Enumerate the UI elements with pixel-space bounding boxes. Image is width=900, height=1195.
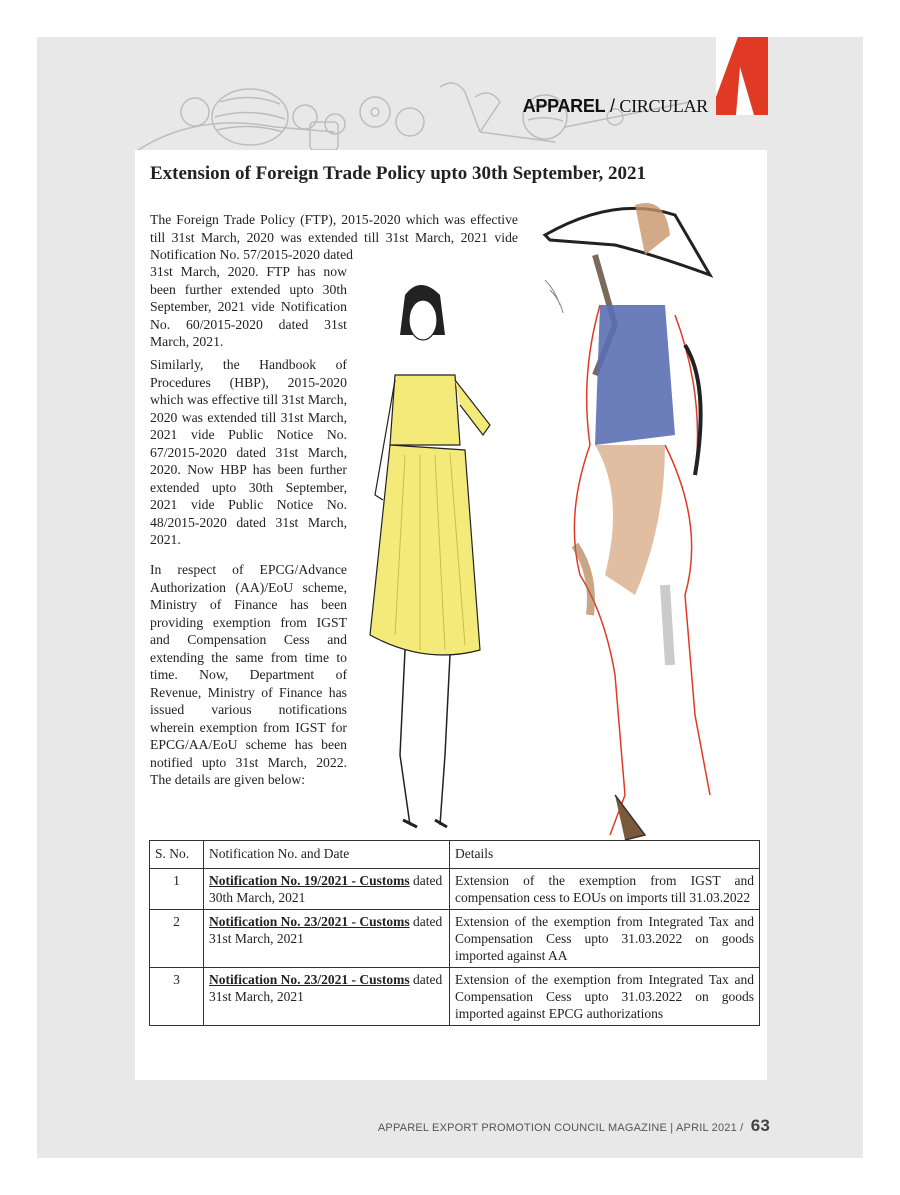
page-number: 63 (750, 1116, 770, 1135)
footer-magazine: APPAREL EXPORT PROMOTION COUNCIL MAGAZINE | APRIL 2021 (377, 1122, 737, 1134)
section-label-main: APPAREL (522, 96, 606, 116)
section-label (523, 96, 708, 117)
page-footer (378, 1116, 770, 1136)
row-sno: 1 (150, 869, 204, 910)
row-notification (204, 869, 450, 910)
header-details: Details (450, 841, 760, 869)
article-title: Extension of Foreign Trade Policy upto 30th September, 2021 (150, 163, 646, 184)
row-details: Extension of the exemption from Integrated Tax and Compensation Cess upto 31.03.2022 on goods imported against AA (450, 910, 760, 968)
paragraph-hbp: Similarly, the Handbook of Procedures (HBP), 2015-2020 which was effective till 31st March, 2020 was extended till 31st March, 2021 vide Public Notice No. 67/2015-2020 dated 31st March, 2020. Now HBP has been further extended upto 30th September, 2021 vide Public Notice No. 48/2015-2020 dated 31st March, 2021. (150, 357, 347, 547)
logo-icon (716, 37, 768, 115)
row-sno: 2 (150, 910, 204, 968)
row-notification (204, 910, 450, 968)
row-details: Extension of the exemption from IGST and compensation cess to EOUs on imports till 31.03.2022 (450, 869, 760, 910)
row-details: Extension of the exemption from Integrated Tax and Compensation Cess upto 31.03.2022 on goods imported against EPCG authorizations (450, 968, 760, 1026)
row-sno: 3 (150, 968, 204, 1026)
paragraph-epcg: In respect of EPCG/Advance Authorization (AA)/EoU scheme, Ministry of Finance has been providing exemption from IGST and Compensation Cess and extending the same from time to time. Now, Department of Revenue, Ministry of Finance has issued various notifications wherein exemption from IGST for EPCG/AA/EoU scheme has been notified upto 31st March, 2022. The details are given below: (150, 562, 347, 787)
section-label-separator: / (605, 96, 620, 116)
footer-separator: / (736, 1122, 747, 1134)
yellow-dress-figure (370, 285, 490, 827)
notification-link[interactable]: Notification No. 23/2021 - Customs (209, 914, 410, 929)
notification-date: dated 31st March, 2021 (209, 972, 443, 1004)
table-row (150, 910, 760, 968)
table-header-row (150, 841, 760, 869)
header-sno: S. No. (150, 841, 204, 869)
paragraph-ftp-intro: The Foreign Trade Policy (FTP), 2015-2020 which was effective till 31st March, 2020 was extended till 31st March, 2021 vide Notification No. 57/2015-2020 dated (150, 212, 518, 262)
notification-table (149, 840, 760, 1026)
table-row (150, 869, 760, 910)
fashion-sketch-illustration (365, 195, 765, 845)
colorful-figure (545, 203, 710, 840)
row-notification (204, 968, 450, 1026)
table-row (150, 968, 760, 1026)
notification-link[interactable]: Notification No. 19/2021 - Customs (209, 873, 410, 888)
notification-date: dated 30th March, 2021 (209, 873, 443, 905)
header-notification: Notification No. and Date (204, 841, 450, 869)
notification-date: dated 31st March, 2021 (209, 914, 443, 946)
section-label-sub: CIRCULAR (619, 96, 708, 116)
notification-link[interactable]: Notification No. 23/2021 - Customs (209, 972, 410, 987)
paragraph-ftp-extension: 31st March, 2020. FTP has now been further extended upto 30th September, 2021 vide Notification No. 60/2015-2020 dated 31st March, 2021. (150, 264, 347, 349)
